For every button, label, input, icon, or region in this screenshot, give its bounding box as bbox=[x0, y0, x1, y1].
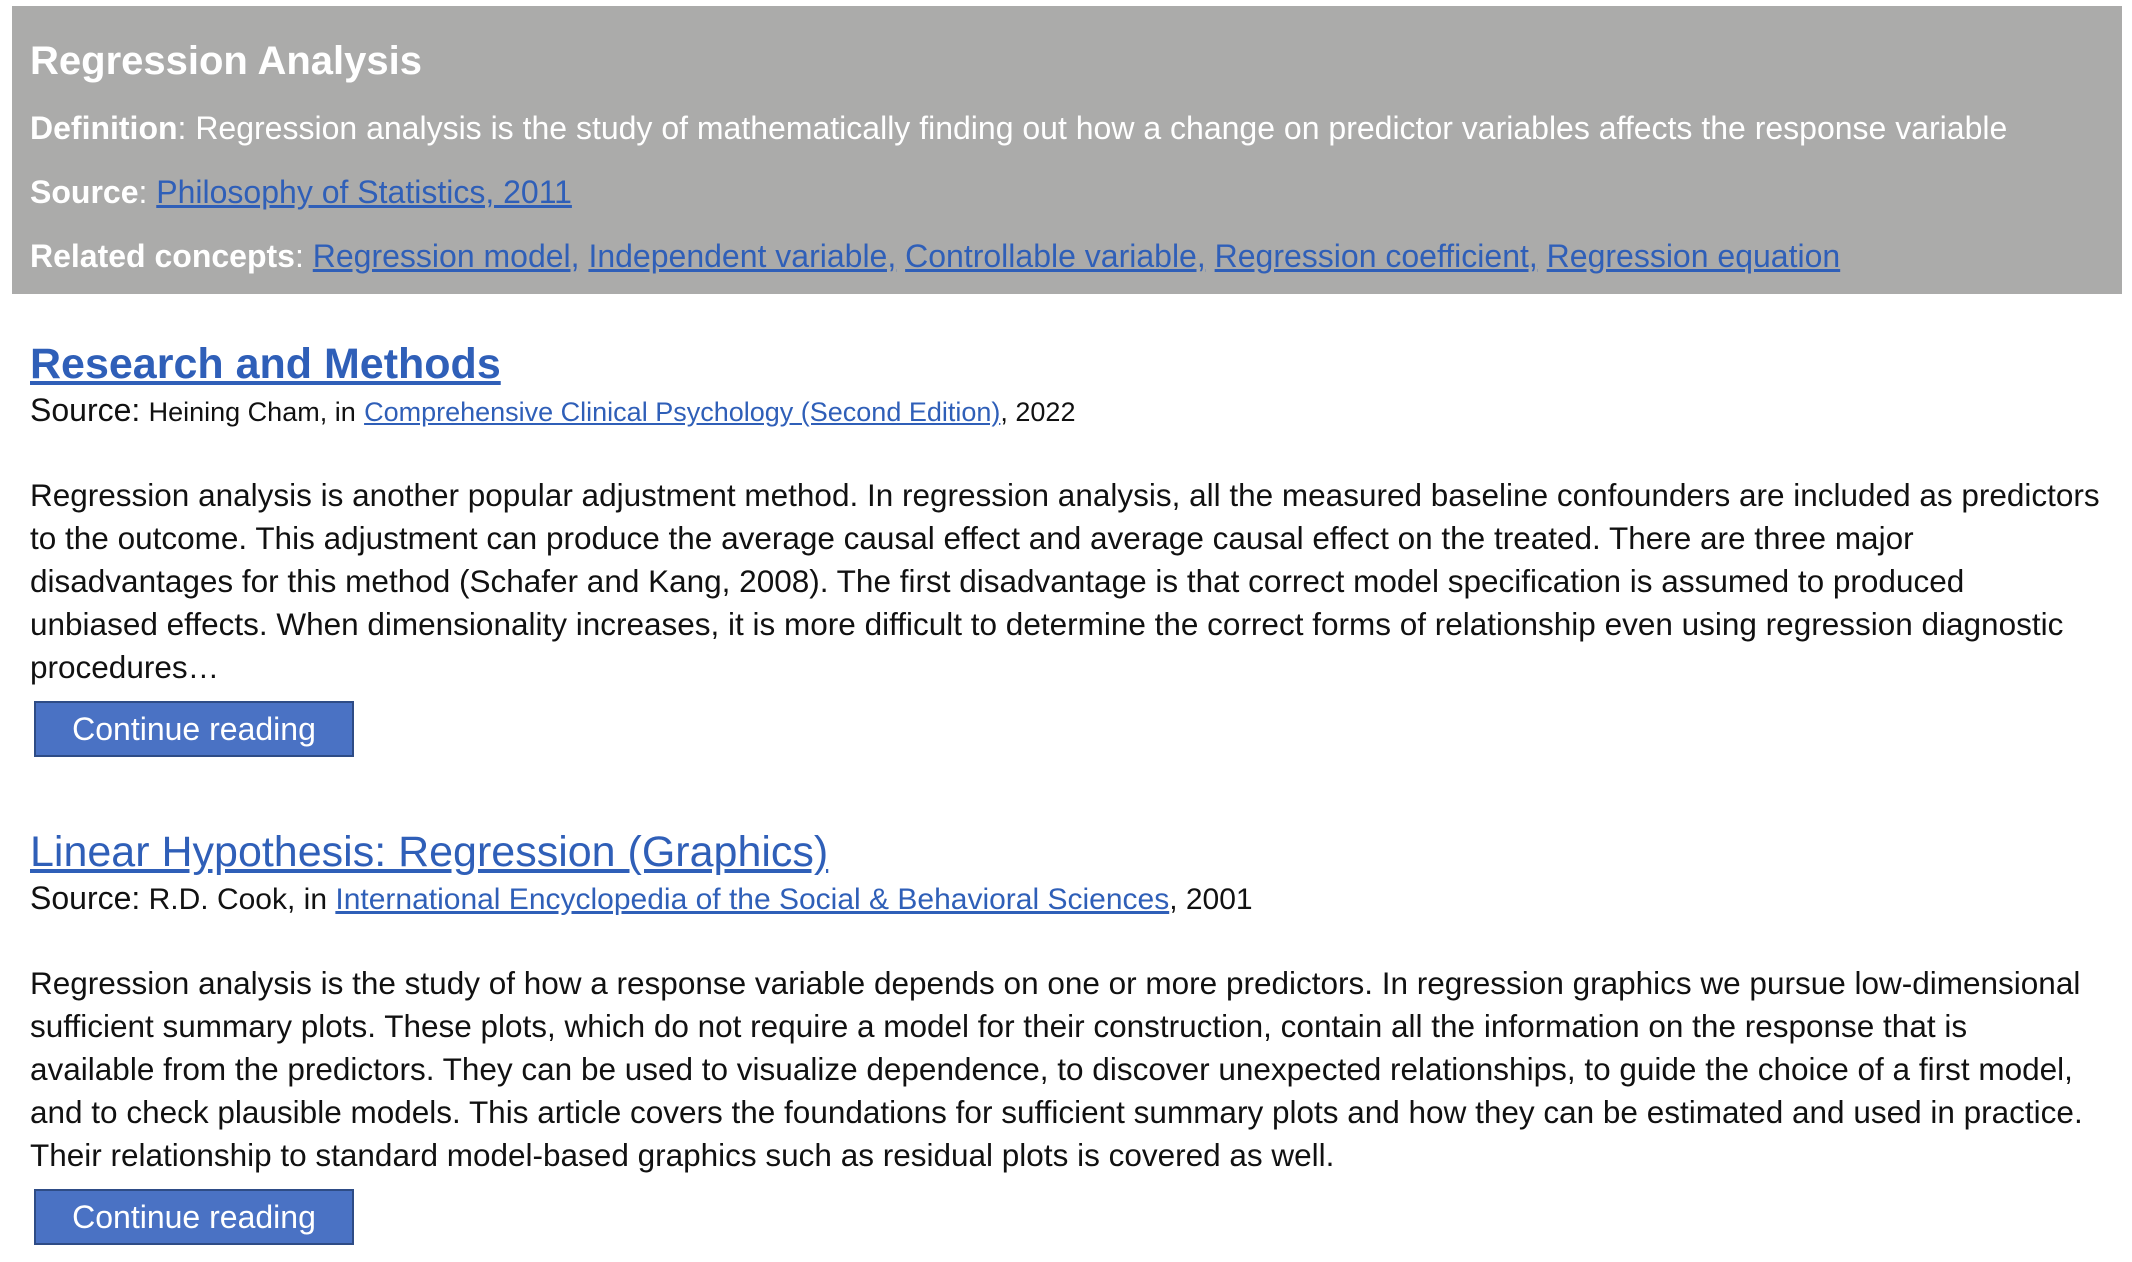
definition-label: Definition bbox=[30, 110, 178, 146]
continue-reading-button[interactable]: Continue reading bbox=[34, 1189, 354, 1245]
topic-summary-panel bbox=[12, 6, 2122, 294]
continue-reading-button[interactable]: Continue reading bbox=[34, 701, 354, 757]
article-year: , 2022 bbox=[1000, 397, 1076, 427]
source-prefix: Source: bbox=[30, 392, 141, 428]
article-card bbox=[30, 338, 2110, 757]
article-source-line bbox=[30, 390, 2110, 432]
source-label: Source bbox=[30, 174, 139, 210]
related-link-regression-equation[interactable]: Regression equation bbox=[1546, 238, 1841, 274]
article-abstract: Regression analysis is another popular adjustment method. In regression analysis, all the measured baseline confounders are included as predictors to the outcome. This adjustment can produce the average causal effect and average causal effect on the treated. There are three major disadvantages for this method (Schafer and Kang, 2008). The first disadvantage is that correct model specification is assumed to produced unbiased effects. When dimensionality increases, it is more difficult to determine the correct forms of relationship even using regression diagnostic procedures… bbox=[30, 477, 2100, 685]
source-link[interactable]: Philosophy of Statistics, 2011 bbox=[156, 174, 572, 210]
related-link-regression-coefficient[interactable]: Regression coefficient, bbox=[1214, 238, 1538, 274]
article-year: , 2001 bbox=[1169, 883, 1253, 916]
definition-colon: : bbox=[177, 110, 196, 146]
article-title-link[interactable]: Linear Hypothesis: Regression (Graphics) bbox=[30, 828, 829, 876]
related-colon: : bbox=[294, 238, 313, 274]
article-abstract: Regression analysis is the study of how a response variable depends on one or more predictors. In regression graphics we pursue low-dimensional sufficient summary plots. These plots, which do not require a model for their construction, contain all the information on the response that is available from the predictors. They can be used to visualize dependence, to discover unexpected relationships, to guide the choice of a first model, and to check plausible models. This article covers the foundations for sufficient summary plots and how they can be estimated and used in practice. Their relationship to standard model-based graphics such as residual plots is covered as well. bbox=[30, 965, 2083, 1173]
source-prefix: Source: bbox=[30, 880, 141, 916]
topic-title: Regression Analysis bbox=[30, 39, 423, 83]
definition-text: Regression analysis is the study of mathematically finding out how a change on predictor variables affects the response variable bbox=[195, 110, 2008, 146]
related-link-regression-model[interactable]: Regression model, bbox=[312, 238, 580, 274]
article-title-link[interactable]: Research and Methods bbox=[30, 340, 501, 388]
related-link-independent-variable[interactable]: Independent variable, bbox=[588, 238, 897, 274]
definition-row bbox=[30, 107, 2122, 149]
article-source-line bbox=[30, 878, 2110, 920]
related-link-controllable-variable[interactable]: Controllable variable, bbox=[905, 238, 1206, 274]
article-author: Heining Cham, in bbox=[148, 397, 356, 427]
article-card bbox=[30, 826, 2110, 1245]
article-book-link[interactable]: Comprehensive Clinical Psychology (Second Edition) bbox=[364, 397, 1001, 427]
article-book-link[interactable]: International Encyclopedia of the Social & Behavioral Sciences bbox=[335, 883, 1170, 916]
article-author: R.D. Cook, in bbox=[148, 883, 328, 916]
source-colon: : bbox=[138, 174, 157, 210]
related-concepts-label: Related concepts bbox=[30, 238, 295, 274]
source-row bbox=[30, 171, 2122, 213]
related-concepts-row bbox=[30, 235, 2122, 277]
